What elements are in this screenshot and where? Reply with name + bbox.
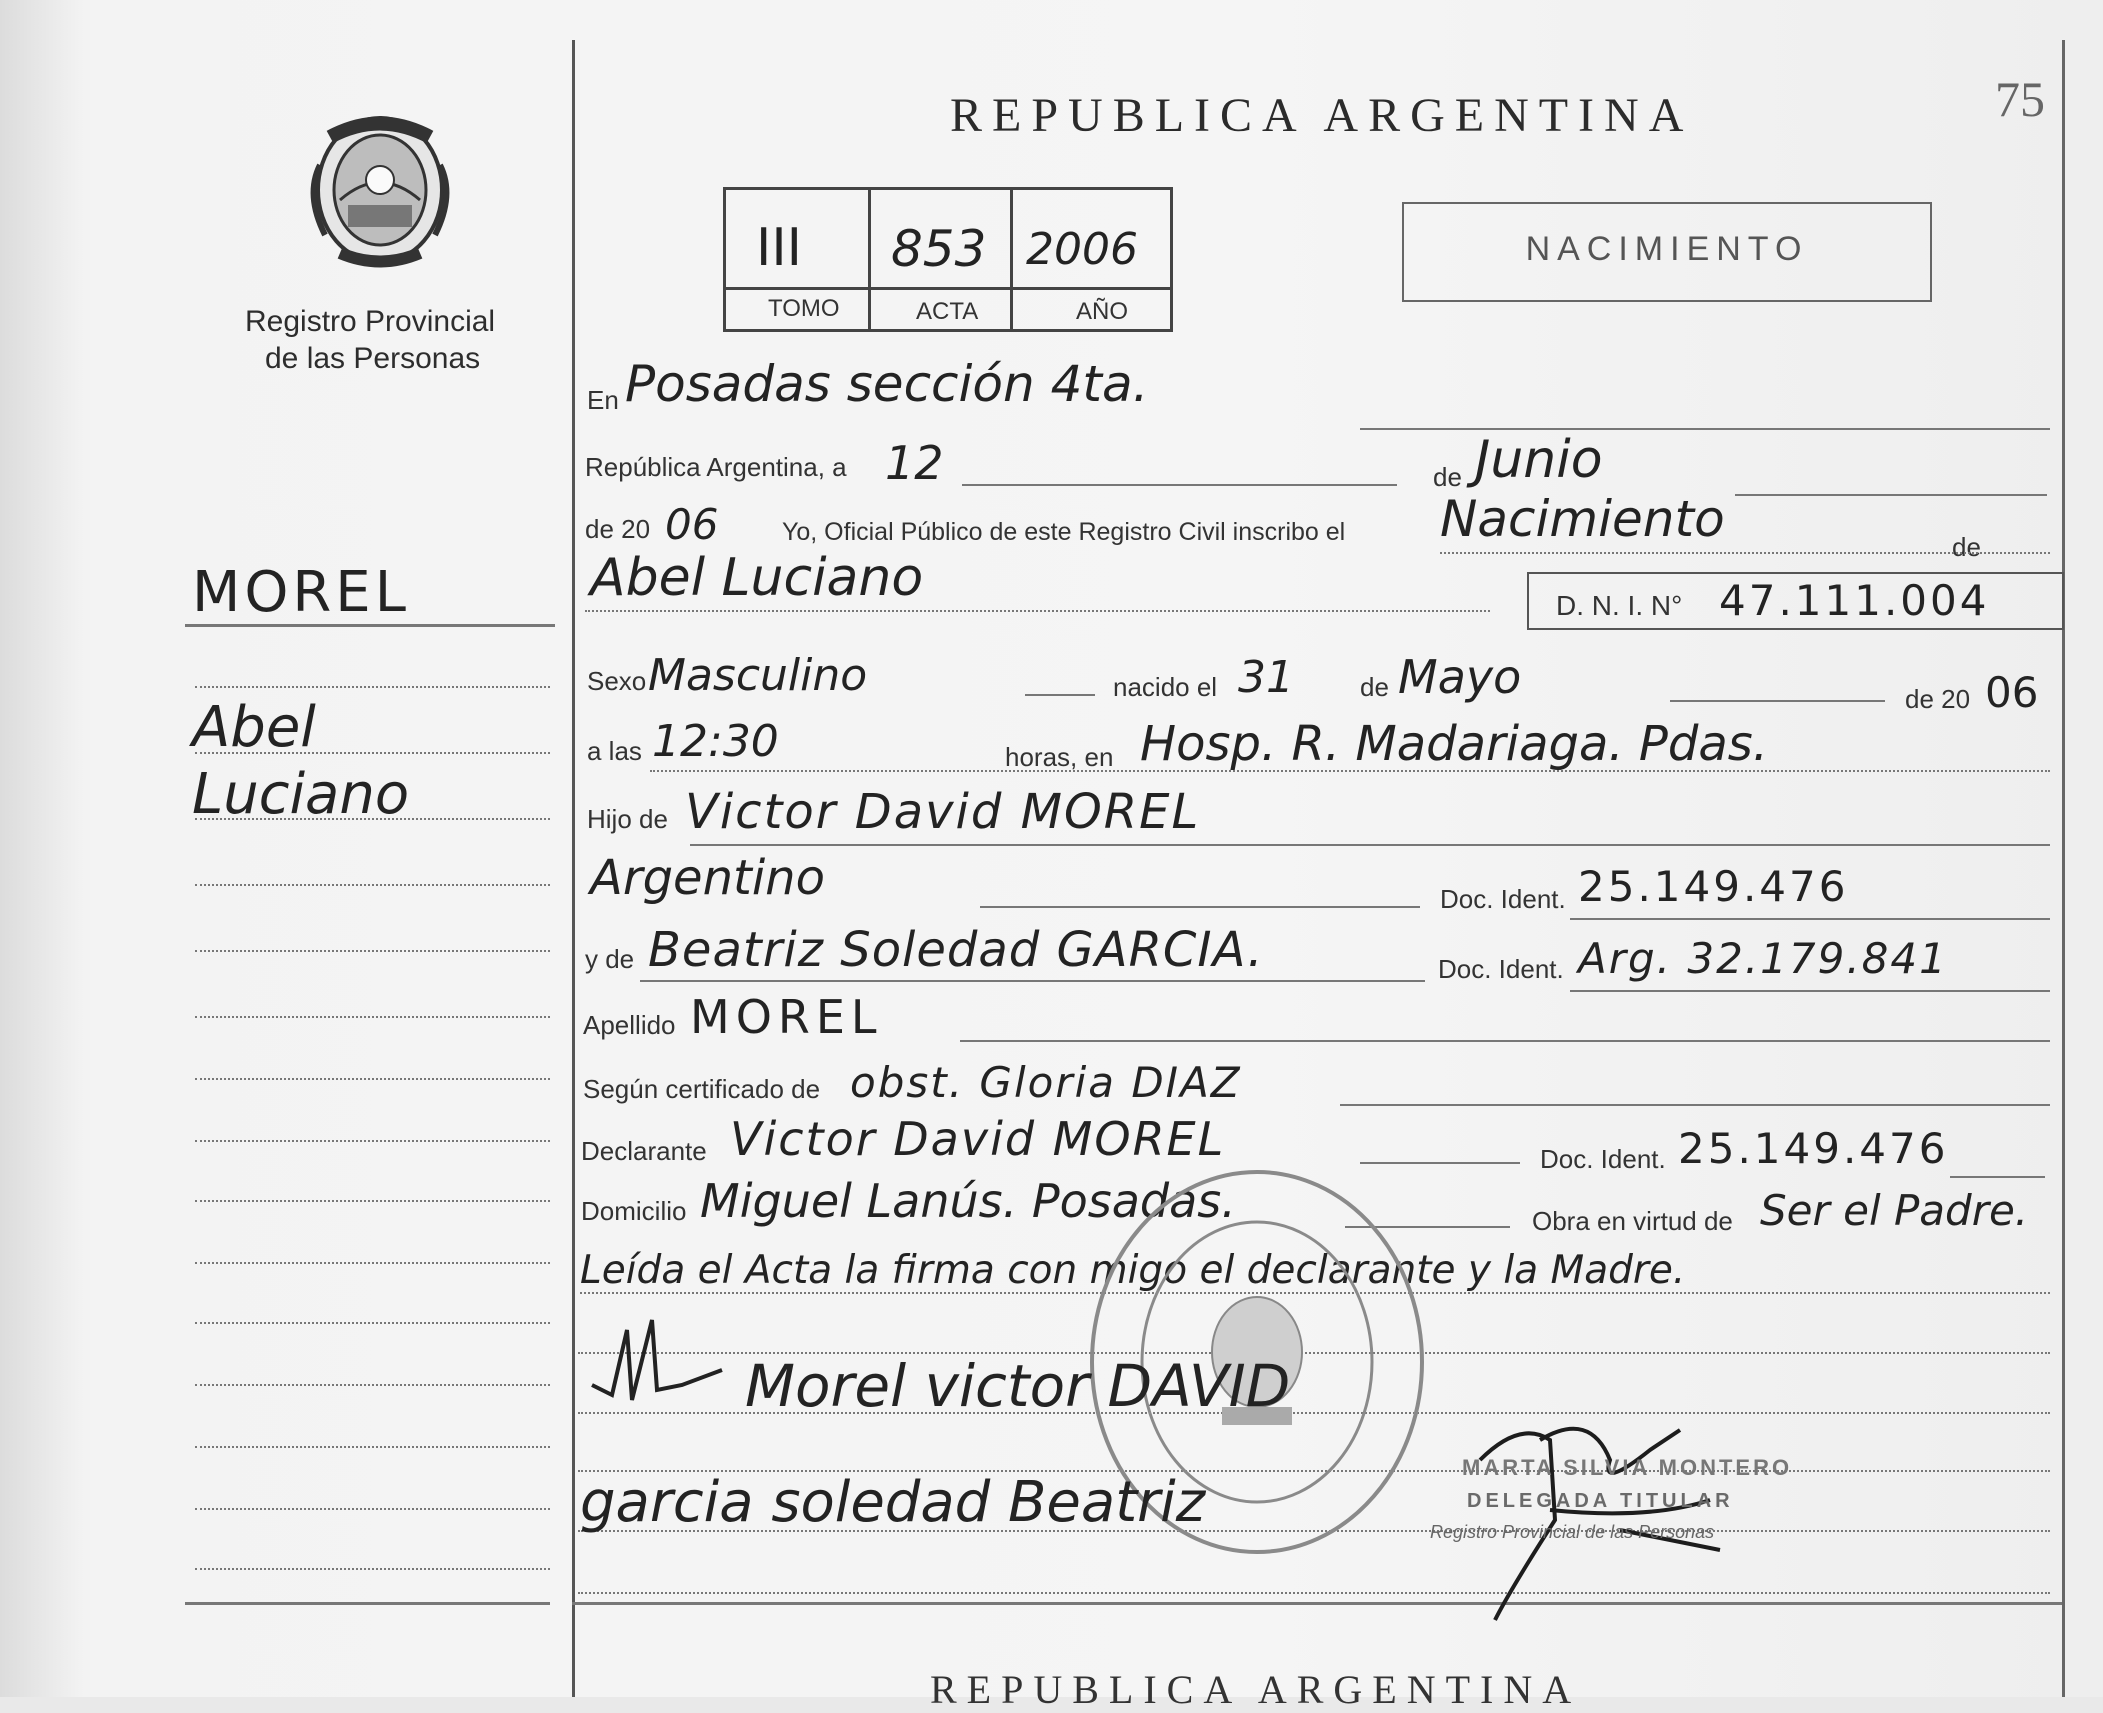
hijo-de-label: Hijo de: [587, 804, 668, 834]
office-name-line1: Registro Provincial: [245, 305, 496, 338]
apellido-label: Apellido: [583, 1010, 676, 1040]
obra-label: Obra en virtud de: [1532, 1206, 1733, 1236]
form-rule: [640, 980, 1425, 982]
place-of-registration: Posadas sección 4ta.: [625, 355, 1149, 413]
birth-year: 06: [1985, 668, 2039, 717]
form-rule: [1570, 990, 2050, 992]
nacido-label: nacido el: [1113, 672, 1218, 702]
tomo-label: TOMO: [768, 295, 840, 322]
form-rule: [1360, 428, 2050, 430]
form-rule: [690, 844, 2050, 846]
doc-ident-label-3: Doc. Ident.: [1540, 1144, 1666, 1174]
form-rule: [1570, 918, 2050, 920]
sidebar-rule: [195, 950, 550, 952]
registration-month: Junio: [1475, 430, 1603, 490]
sidebar-rule: [195, 1568, 550, 1570]
birth-month: Mayo: [1398, 650, 1522, 704]
sidebar-rule: [195, 686, 550, 688]
reading-statement: Leída el Acta la firma con migo el declarante y la Madre.: [580, 1248, 1686, 1293]
en-label: En: [587, 385, 619, 415]
signature-mark: [582, 1300, 732, 1410]
anio-value: 2006: [1026, 224, 1138, 275]
sidebar-rule: [195, 818, 550, 820]
registration-day: 12: [885, 436, 944, 490]
declarante-value: Victor David MOREL: [730, 1112, 1226, 1166]
declarante-label: Declarante: [581, 1136, 707, 1166]
father-nationality: Argentino: [590, 850, 825, 906]
official-name: MARTA SILVIA MONTERO: [1462, 1455, 1793, 1480]
registration-year: 06: [665, 500, 719, 549]
doc-ident-label: Doc. Ident.: [1440, 884, 1566, 914]
anio-label: AÑO: [1076, 298, 1129, 325]
republica-label: República Argentina, a: [585, 452, 847, 482]
sidebar-rule: [195, 752, 550, 754]
acta-value: 853: [891, 220, 987, 278]
dni-value: 47.111.004: [1719, 576, 1990, 625]
father-name: Victor David MOREL: [685, 784, 1201, 840]
official-title: DELEGADA TITULAR: [1467, 1490, 1734, 1512]
de-label-3: de: [1360, 672, 1389, 702]
a-las-label: a las: [587, 736, 642, 766]
certificado-value: obst. Gloria DIAZ: [850, 1058, 1242, 1107]
right-border: [2062, 40, 2065, 1697]
declarante-doc: 25.149.476: [1678, 1124, 1949, 1173]
sexo-label: Sexo: [587, 666, 647, 696]
official-signature: [1390, 1400, 1810, 1630]
birth-time: 12:30: [652, 716, 779, 767]
form-rule: [1950, 1176, 2045, 1178]
form-rule: [1440, 552, 2050, 554]
dni-box: [1527, 572, 2064, 630]
de-label-2: de: [1952, 532, 1981, 562]
birth-day: 31: [1238, 652, 1294, 703]
sidebar-rule: [195, 1262, 550, 1264]
sidebar-rule: [195, 1508, 550, 1510]
domicilio-value: Miguel Lanús. Posadas.: [700, 1174, 1236, 1228]
form-rule: [1735, 494, 2047, 496]
form-rule: [1340, 1104, 2050, 1106]
sidebar-rule: [195, 884, 550, 886]
de-label: de: [1433, 462, 1462, 492]
oficial-statement: Yo, Oficial Público de este Registro Civil inscribo el: [782, 518, 1346, 546]
document-type: NACIMIENTO: [1525, 230, 1809, 268]
y-de-label: y de: [585, 944, 635, 974]
birth-place: Hosp. R. Madariaga. Pdas.: [1140, 716, 1769, 772]
acta-label: ACTA: [916, 298, 979, 325]
segun-certificado-label: Según certificado de: [583, 1074, 821, 1104]
act-type: Nacimiento: [1440, 490, 1725, 548]
sidebar-surname: MOREL: [192, 560, 410, 625]
father-doc: 25.149.476: [1578, 862, 1849, 911]
form-rule: [980, 906, 1420, 908]
sidebar-rule: [185, 624, 555, 627]
form-rule: [1025, 694, 1095, 696]
signature-declarante: Morel victor DAVID: [745, 1352, 1291, 1420]
column-divider: [572, 40, 575, 1697]
form-rule: [960, 1040, 2050, 1042]
form-rule: [962, 484, 1397, 486]
country-title: REPUBLICA ARGENTINA: [950, 89, 1694, 142]
apellido-value: MOREL: [690, 990, 883, 1044]
horas-label: horas, en: [1005, 742, 1114, 772]
de-20-label: de 20: [585, 514, 651, 544]
page-number: 75: [1995, 71, 2045, 127]
sidebar-rule: [195, 1078, 550, 1080]
sidebar-rule: [195, 1200, 550, 1202]
form-rule: [572, 1602, 2062, 1605]
sidebar-rule: [195, 1446, 550, 1448]
document-type-box: [1402, 202, 1932, 302]
mother-name: Beatriz Soledad GARCIA.: [648, 922, 1264, 978]
record-number-box: [723, 187, 1173, 332]
child-name: Abel Luciano: [590, 548, 924, 608]
mother-doc: Arg. 32.179.841: [1578, 934, 1948, 983]
misiones-emblem: [300, 105, 460, 275]
form-rule: [578, 1592, 2050, 1594]
sidebar-rule: [195, 1016, 550, 1018]
sidebar-rule: [185, 1602, 550, 1605]
domicilio-label: Domicilio: [581, 1196, 687, 1226]
signature-mother: garcia soledad Beatriz: [580, 1470, 1206, 1535]
form-rule: [1670, 700, 1885, 702]
dni-label: D. N. I. N°: [1556, 590, 1683, 621]
sidebar-rule: [195, 1322, 550, 1324]
obra-value: Ser el Padre.: [1760, 1186, 2029, 1235]
sexo-value: Masculino: [648, 650, 868, 701]
doc-ident-label-2: Doc. Ident.: [1438, 954, 1564, 984]
sidebar-rule: [195, 1140, 550, 1142]
form-rule: [585, 610, 1490, 612]
country-title-bottom: REPUBLICA ARGENTINA: [930, 1667, 1582, 1712]
sidebar-given-name-1: Abel: [192, 695, 316, 760]
sidebar-rule: [195, 1384, 550, 1386]
office-name-line2: de las Personas: [265, 342, 481, 375]
de-20-label-2: de 20: [1905, 684, 1971, 714]
tomo-value: III: [756, 218, 803, 278]
official-office: Registro Provincial de las Personas: [1430, 1522, 1715, 1542]
sidebar-given-name-2: Luciano: [192, 762, 410, 827]
